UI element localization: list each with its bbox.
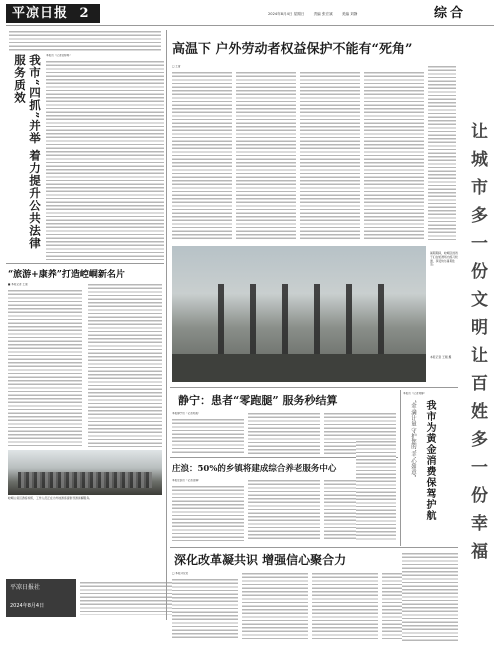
tourism-article	[6, 267, 164, 517]
feature-author: □ 王蕾	[172, 65, 181, 68]
feature-body-col1	[172, 71, 232, 241]
feature-body-col3	[300, 71, 360, 241]
feature-body-col2	[236, 71, 296, 241]
section-label: 综合	[434, 6, 467, 21]
jingning-body-col1	[172, 418, 244, 454]
commentary-headline: 深化改革凝共识 增强信心聚合力	[174, 553, 347, 567]
left-article-body	[46, 60, 164, 260]
left-column-rule	[6, 263, 164, 264]
commentary-body-col2	[242, 572, 308, 640]
commentary-body-col3	[312, 572, 378, 640]
slogan-civilization: 让城市多一份文明	[467, 122, 487, 346]
feature-body-col5	[428, 65, 456, 241]
feature-photo-caption: 暑期期间，崆峒区的孩子们在轮滑场内练习轮滑，享受快乐暑期生活。	[430, 251, 458, 267]
jingning-author: 本报静宁讯（记者刘燕）	[172, 412, 201, 415]
tourism-photo-caption: 崆峒山景区游客如织，工作人员正在为外地游客提供导游讲解服务。	[8, 496, 92, 500]
masthead	[0, 0, 500, 27]
feature-rule	[170, 387, 458, 388]
gold-headline: 我市为黄金消费保驾护航	[424, 400, 435, 521]
zhuanglang-body-col1	[172, 485, 244, 541]
slogan-happiness: 让百姓多一份幸福	[467, 346, 487, 570]
masthead-rule	[6, 25, 494, 26]
photo-skaters	[202, 284, 392, 354]
zhuanglang-body-col2	[248, 479, 320, 541]
vertical-rule-2	[400, 390, 401, 546]
editor-credit: 责编 张宏斌	[313, 12, 333, 16]
photo-crowd	[18, 472, 152, 488]
tourism-author: ■ 本报记者 王蕾	[8, 283, 28, 286]
feature-photo-credit: 本报记者 王刚 摄	[430, 355, 452, 359]
left-article-body-top	[9, 30, 161, 52]
right-lower-body	[402, 552, 458, 642]
tourism-headline: “旅游+康养”打造崆峒新名片	[8, 270, 125, 280]
tourism-photo	[8, 450, 162, 495]
newspaper-logo	[6, 4, 100, 23]
jingning-headline: 静宁：患者“零跑腿” 服务秒结算	[178, 394, 338, 407]
footer-brand: 平凉日报社	[10, 584, 41, 591]
left-article	[6, 30, 164, 260]
left-article-author: 本报讯（记者张婷婷）	[46, 54, 72, 57]
left-article-headline: 我市“四抓”并举 着力提升公共法律服务质效	[13, 54, 42, 250]
feature-headline: 高温下 户外劳动者权益保护不能有“死角”	[172, 42, 413, 57]
feature-photo	[172, 246, 426, 382]
tourism-body-col1	[8, 289, 82, 447]
tourism-body-col2	[88, 283, 162, 447]
zhuanglang-author: 本报庄浪讯（记者张琳）	[172, 479, 201, 482]
feature-body-col4	[364, 71, 424, 241]
commentary-author: □ 本报评论员	[172, 572, 189, 575]
gold-body-left	[356, 440, 396, 540]
bottom-rule	[170, 547, 458, 548]
designer-credit: 美编 刘静	[341, 12, 358, 16]
right-slogan-strip	[459, 106, 496, 576]
photo-ground	[172, 354, 426, 382]
gold-subhead: “金·满计量 守护您的‘幸’心如意”	[410, 400, 416, 478]
zhuanglang-headline: 庄浪：50%的乡镇将建成综合养老服务中心	[172, 464, 337, 474]
masthead-info	[268, 11, 428, 17]
commentary-body-col1	[172, 578, 238, 640]
top-feature	[170, 30, 458, 385]
footer-date: 2024年8月4日	[10, 603, 45, 609]
issue-date: 2024年8月4日 星期日	[268, 12, 305, 16]
vertical-rule-1	[166, 30, 167, 620]
logo-text: 平凉日报	[12, 6, 69, 21]
page-number: 2	[79, 6, 90, 21]
gold-article	[403, 390, 458, 546]
footer-brand-box	[6, 579, 76, 617]
jingning-body-col2	[248, 412, 320, 454]
gold-author: 本报讯（记者刘静）	[403, 392, 427, 395]
